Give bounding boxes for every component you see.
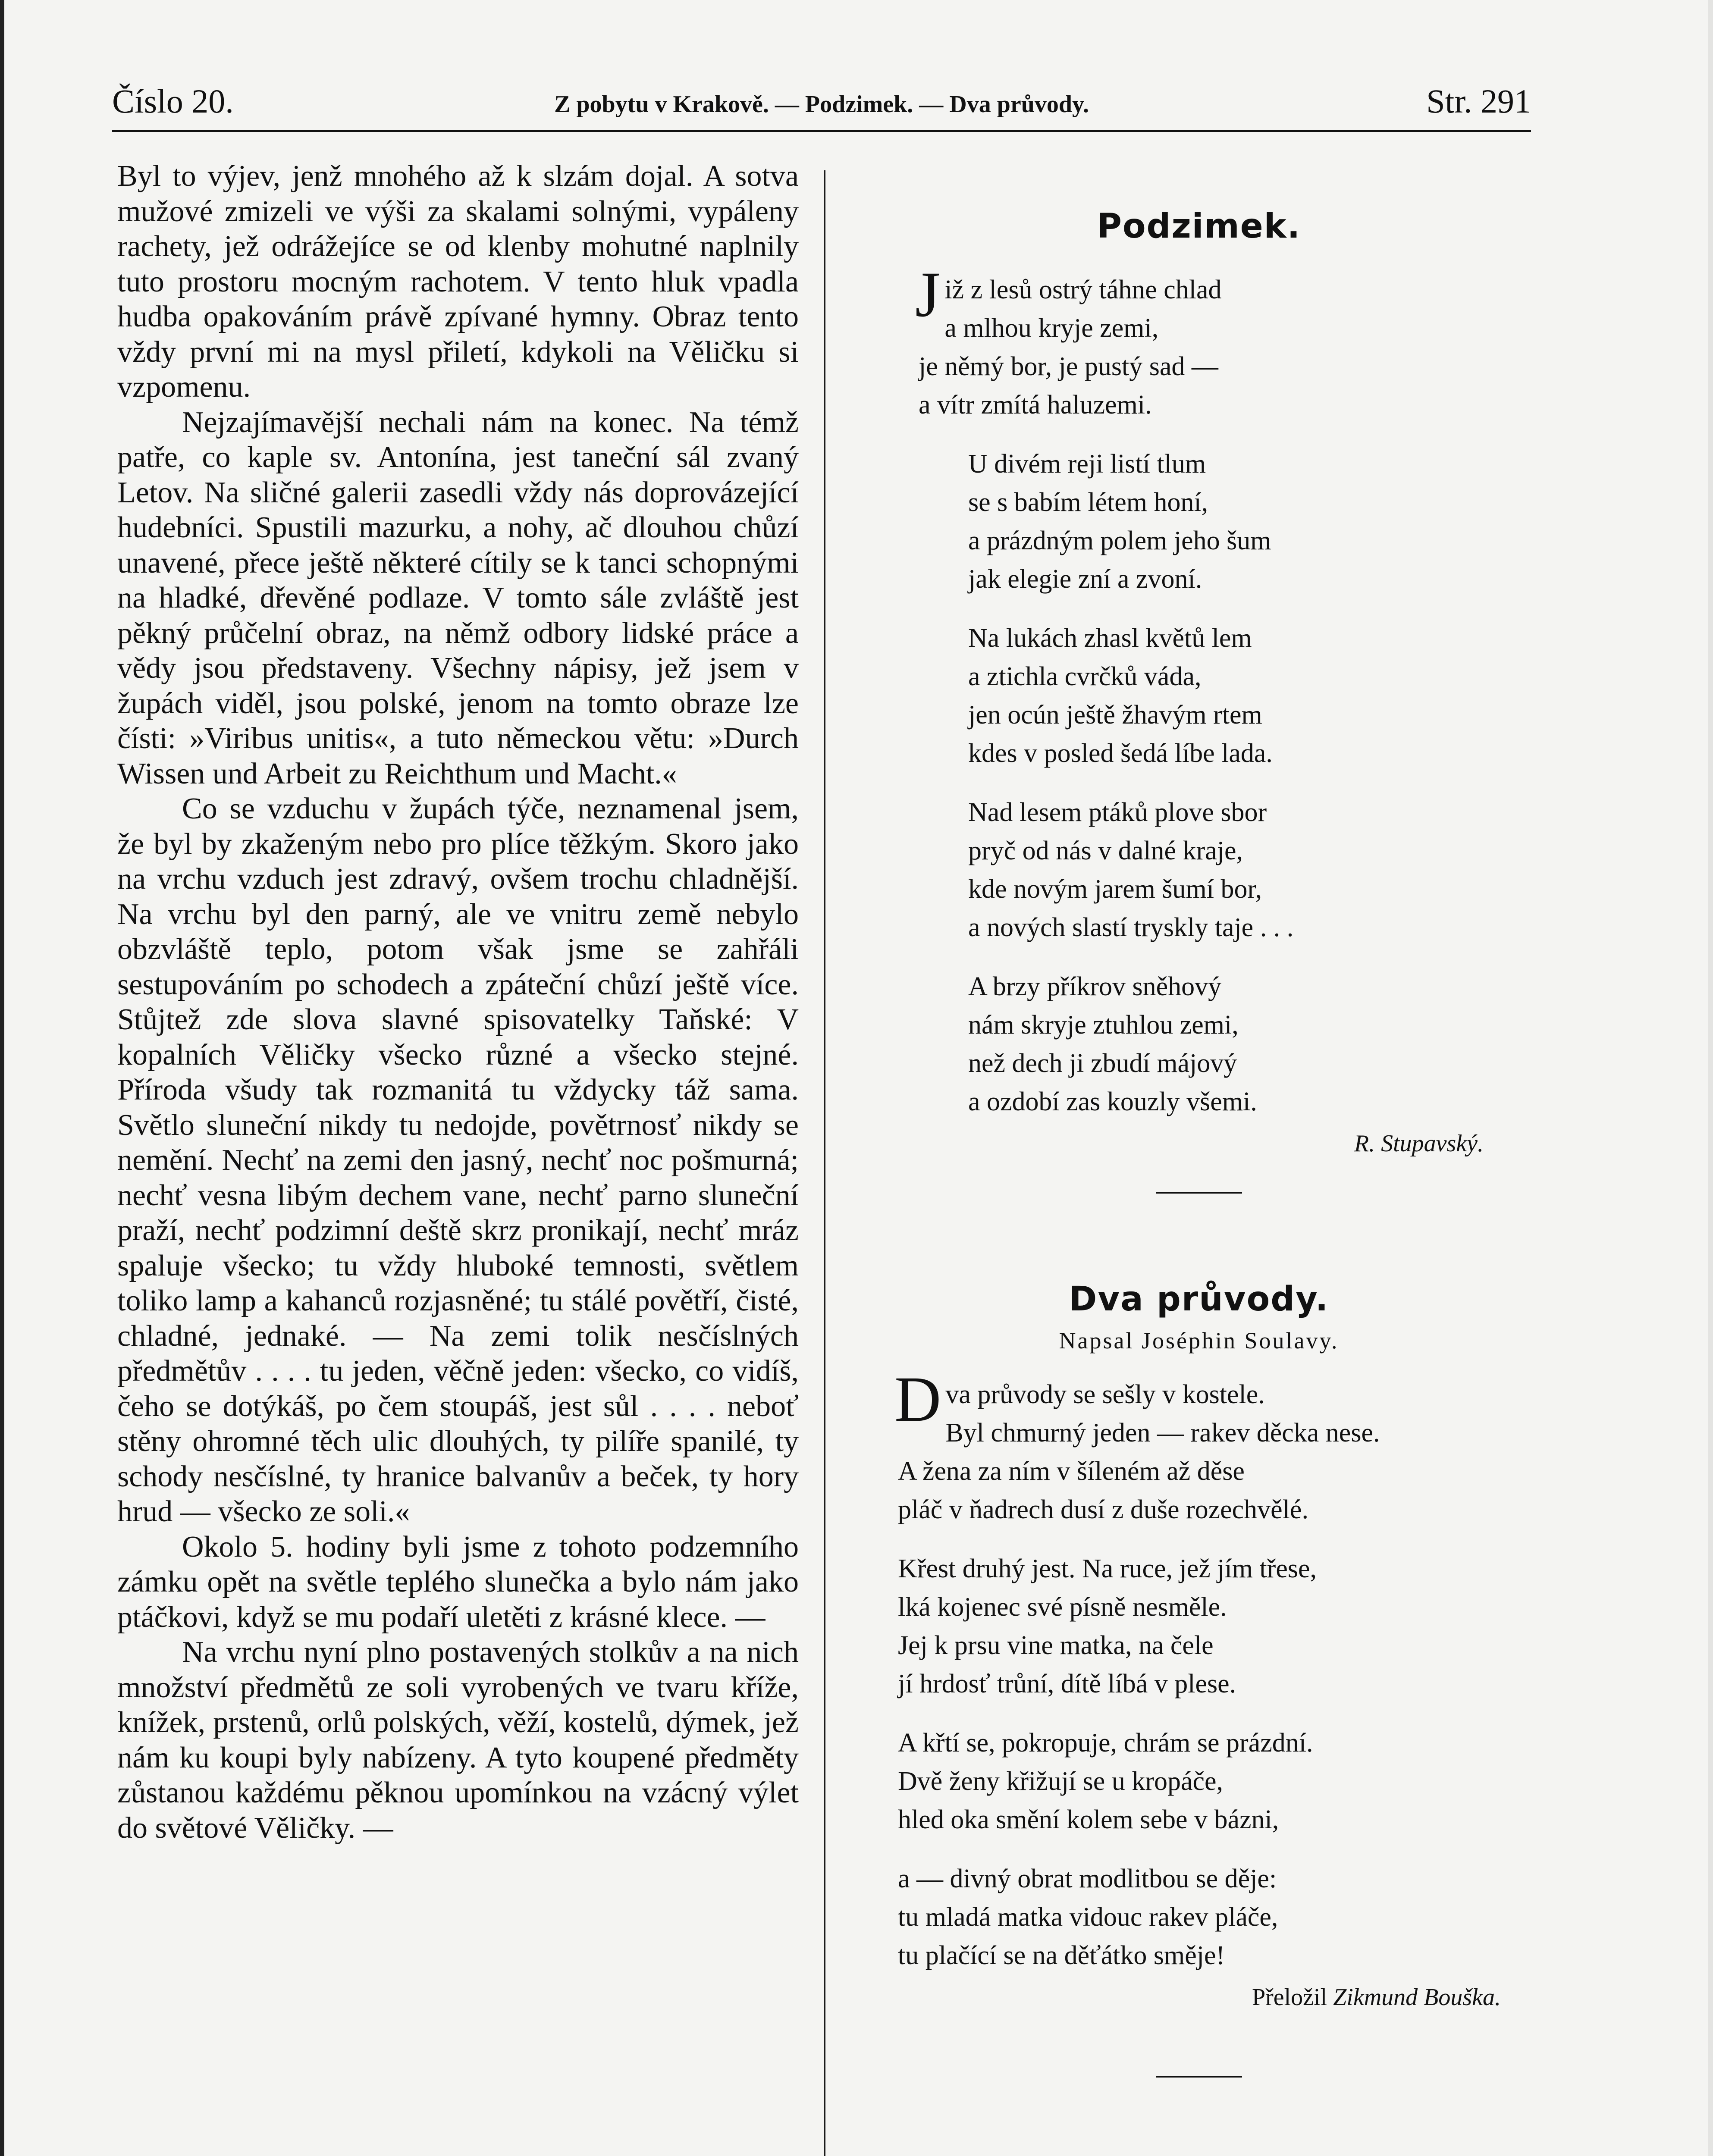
- paragraph: Co se vzduchu v župách týče, neznamenal jsem, že byl by zkaženým nebo pro plíce těžkým. Skoro jako na vrchu vzduch jest zdravý, ovšem trochu chladnější. Na vrchu byl den parný, ale ve vnitru země nebylo obzvláště teplo, potom však jsme se zahřáli sestupováním po schodech a zpáteční chůzí ještě více. Stůjtež zde slova slavné spisovatelky Taňské: V kopalních Věličky všecko různé a všecko stejné. Příroda všudy tak rozmanitá tu vždycky táž sama. Světlo sluneční nikdy tu nedojde, povětrnosť nikdy se nemění. Nechť na zemi den jasný, nechť noc pošmurná; nechť vesna libým dechem vane, nechť parno sluneční praží, nechť podzimní deště skrz pronikají, nechť mráz spaluje všecko; tu vždy hluboké temnosti, světlem toliko lamp a kahanců rozjasněné; tu stálé povětří, čisté, chladné, jednaké. — Na zemi tolik nesčíslných předmětův . . . . tu jeden, věčně jeden: všecko, co vidíš, čeho se dotýkáš, po čem stoupáš, jest sůl . . . . neboť stěny ohromné těch ulic dlouhých, ty pilíře spanilé, ty schody nesčíslné, ty hranice balvanův a beček, ty hory hrud — všecko ze soli.«: [117, 792, 799, 1528]
- poem-line: a — divný obrat modlitbou se děje:: [898, 1864, 1277, 1893]
- poem-stanza: [897, 1860, 1501, 1975]
- drop-cap: J: [915, 259, 941, 330]
- poem-author: R. Stupavský.: [1354, 1130, 1484, 1157]
- left-column: [117, 159, 799, 1846]
- header-rule: [112, 130, 1531, 132]
- poem-line: než dech ji zbudí májový: [968, 1049, 1237, 1078]
- page-number: Str. 291: [1426, 82, 1531, 120]
- poem-line: jí hrdosť trůní, dítě líbá v plese.: [898, 1669, 1236, 1698]
- poem-stanza: [897, 968, 1501, 1121]
- poem-line: Na lukách zhasl květů lem: [968, 624, 1252, 653]
- poem-line: nám skryje ztuhlou zemi,: [968, 1010, 1239, 1040]
- poem-line: a ztichla cvrčků váda,: [968, 662, 1202, 691]
- poem-line: va průvody se sešly v kostele.: [945, 1380, 1265, 1409]
- right-column: [894, 207, 1501, 2078]
- paragraph: Byl to výjev, jenž mnohého až k slzám dojal. A sotva mužové zmizeli ve výši za skalami solnými, vypáleny rachety, jež odrážejíce se od klenby mohutné naplnily tuto prostoru mocným rachotem. V tento hluk vpadla hudba opakováním právě zpívané hymny. Obraz tento vždy první mi na mysl přiletí, kdykoli na Věličku si vzpomenu.: [117, 160, 799, 404]
- poem-line: A brzy příkrov sněhový: [968, 972, 1222, 1001]
- paragraph: Nejzajímavější nechali nám na konec. Na témž patře, co kaple sv. Antonína, jest taneční sál zvaný Letov. Na sličné galerii zasedli vždy nás doprovázející hudebníci. Spustili mazurku, a nohy, ač dlouhou chůzí unavené, přece ještě některé cítily se k tanci schopnými na hladké, dřevěné podlaze. V tomto sále zvláště jest pěkný průčelní obraz, na němž odbory lidské práce a vědy jsou představeny. Všechny nápisy, jež jsem v župách viděl, jsou polské, jenom na tomto obraze lze čísti: »Viribus unitis«, a tuto německou větu: »Durch Wissen und Arbeit zu Reichthum und Macht.«: [117, 405, 799, 790]
- poem-line: iž z lesů ostrý táhne chlad: [944, 275, 1222, 304]
- poem-stanza: [897, 793, 1501, 947]
- poem-line: kde novým jarem šumí bor,: [968, 874, 1262, 904]
- scan-edge-right: [1708, 0, 1713, 2156]
- poem-line: jak elegie zní a zvoní.: [968, 564, 1202, 594]
- poem-line: pláč v ňadrech dusí z duše rozechvělé.: [898, 1495, 1308, 1524]
- poem-line: jen ocún ještě žhavým rtem: [968, 700, 1262, 730]
- poem-stanza: [897, 619, 1501, 773]
- poem-line: U divém reji listí tlum: [968, 449, 1206, 479]
- poem-line: pryč od nás v dalné kraje,: [968, 836, 1243, 865]
- translator-name: Zikmund Bouška.: [1333, 1984, 1501, 2011]
- paragraph: Na vrchu nyní plno postavených stolkův a na nich množství předmětů ze soli vyrobených ve tvaru kříže, knížek, prstenů, orlů polských, věží, kostelů, dýmek, jež nám ku koupi byly nabízeny. A tyto koupené předměty zůstanou každému pěknou upomínkou na vzácný výlet do světové Věličky. —: [117, 1636, 799, 1845]
- poem-line: lká kojenec své písně nesměle.: [898, 1592, 1227, 1622]
- poem-line: tu plačící se na děťátko směje!: [898, 1941, 1225, 1970]
- poem-stanza: [897, 1724, 1501, 1839]
- poem-line: je němý bor, je pustý sad —: [919, 352, 1218, 381]
- poem-line: a ozdobí zas kouzly všemi.: [968, 1087, 1257, 1116]
- poem-line: Křest druhý jest. Na ruce, jež jím třese,: [898, 1554, 1317, 1583]
- section-rule: [1156, 2076, 1242, 2078]
- poem-line: Nad lesem ptáků plove sbor: [968, 798, 1267, 827]
- running-title: Z pobytu v Krakově. — Podzimek. — Dva průvody.: [554, 91, 1089, 118]
- drop-cap: D: [894, 1363, 941, 1435]
- poem-title: Dva průvody.: [1069, 1280, 1329, 1319]
- poem-line: Byl chmurný jeden — rakev děcka nese.: [945, 1418, 1380, 1448]
- poem-stanza: [894, 1363, 1501, 1529]
- poem-line: a mlhou kryje zemi,: [944, 313, 1159, 343]
- poem-stanza: [897, 1550, 1501, 1703]
- poem-line: kdes v posled šedá líbe lada.: [968, 739, 1273, 768]
- poem-byline: Napsal Joséphin Soulavy.: [1059, 1328, 1339, 1354]
- poem-line: a prázdným polem jeho šum: [968, 526, 1271, 555]
- translator-credit: [897, 1984, 1501, 2011]
- poem-line: Jej k prsu vine matka, na čele: [898, 1631, 1214, 1660]
- poem-line: a nových slastí tryskly taje . . .: [968, 913, 1294, 942]
- poem-stanza: [897, 259, 1501, 424]
- poem-line: A křtí se, pokropuje, chrám se prázdní.: [898, 1728, 1313, 1758]
- translator-label: Přeložil: [1252, 1984, 1327, 2011]
- poem-stanza: [897, 445, 1501, 599]
- poem-line: se s babím létem honí,: [968, 488, 1208, 517]
- poem-line: hled oka smění kolem sebe v bázni,: [898, 1805, 1279, 1834]
- scan-edge-left: [0, 0, 4, 2156]
- column-divider: [824, 170, 825, 2156]
- poem-line: Dvě ženy křižují se u kropáče,: [898, 1767, 1224, 1796]
- paragraph: Okolo 5. hodiny byli jsme z tohoto podzemního zámku opět na světle teplého slunečka a bylo nám jako ptáčkovi, když se mu podaří uletěti z krásné klece. —: [117, 1530, 799, 1634]
- poem-line: a vítr zmítá haluzemi.: [919, 390, 1152, 420]
- poem-line: tu mladá matka vidouc rakev pláče,: [898, 1902, 1278, 1932]
- issue-number: Číslo 20.: [112, 82, 234, 120]
- page-header: [112, 82, 1531, 134]
- poem-title: Podzimek.: [1097, 207, 1301, 246]
- poem-line: A žena za ním v šíleném až děse: [898, 1457, 1245, 1486]
